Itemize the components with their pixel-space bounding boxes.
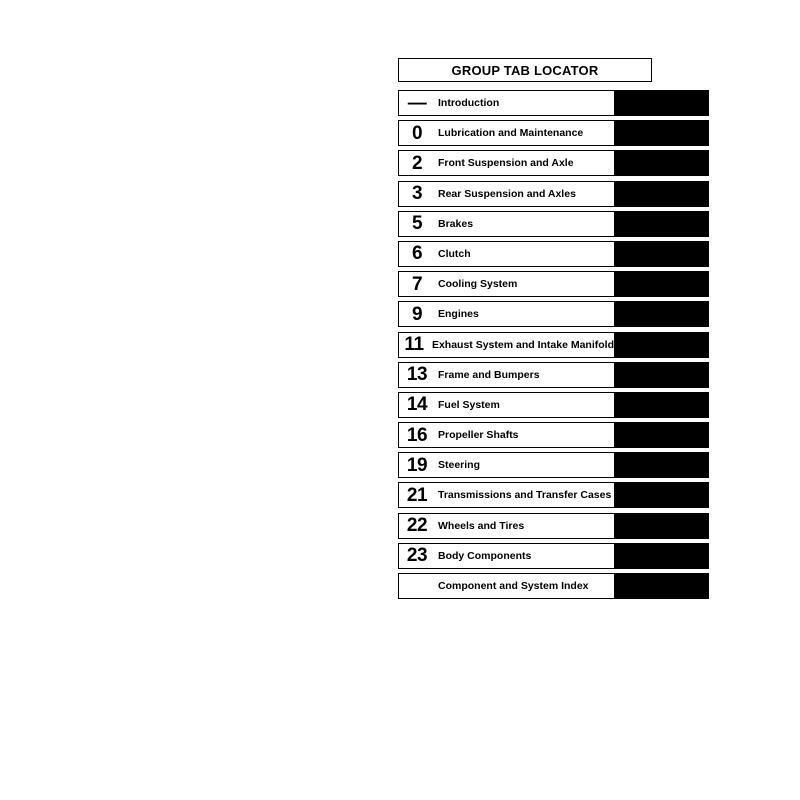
group-tab-list <box>398 90 709 603</box>
tab-label-box <box>398 150 614 176</box>
tab-label-box <box>398 573 614 599</box>
tab-marker <box>614 332 709 358</box>
tab-row-component-index[interactable] <box>398 573 709 599</box>
tab-row-introduction[interactable] <box>398 90 709 116</box>
tab-label-box <box>398 181 614 207</box>
tab-marker <box>614 482 709 508</box>
tab-marker <box>614 150 709 176</box>
tab-label-box <box>398 482 614 508</box>
tab-row-front-suspension[interactable] <box>398 150 709 176</box>
tab-label: Exhaust System and Intake Manifold <box>431 338 614 351</box>
tab-label: Brakes <box>438 217 474 230</box>
tab-label: Propeller Shafts <box>438 429 519 442</box>
tab-number: 16 <box>406 424 428 446</box>
tab-number: 0 <box>411 122 423 144</box>
tab-marker <box>614 543 709 569</box>
tab-label: Body Components <box>438 549 532 562</box>
tab-label-box <box>398 271 614 297</box>
tab-number: 3 <box>411 183 423 205</box>
tab-number: — <box>407 92 427 114</box>
tab-label-box <box>398 452 614 478</box>
tab-number: 14 <box>406 394 428 416</box>
tab-row-cooling-system[interactable] <box>398 271 709 297</box>
tab-marker <box>614 422 709 448</box>
tab-label-box <box>398 422 614 448</box>
tab-label: Engines <box>438 308 479 321</box>
tab-marker <box>614 362 709 388</box>
tab-label-box <box>398 301 614 327</box>
tab-number: 19 <box>406 454 428 476</box>
tab-row-frame-and-bumpers[interactable] <box>398 362 709 388</box>
tab-marker <box>614 452 709 478</box>
page-title: GROUP TAB LOCATOR <box>398 58 652 82</box>
tab-label: Wheels and Tires <box>438 519 525 532</box>
tab-row-fuel-system[interactable] <box>398 392 709 418</box>
tab-label: Clutch <box>438 247 471 260</box>
tab-number: 22 <box>406 515 428 537</box>
tab-label: Steering <box>438 459 481 472</box>
tab-label: Frame and Bumpers <box>438 368 540 381</box>
tab-row-wheels-and-tires[interactable] <box>398 513 709 539</box>
tab-label-box <box>398 90 614 116</box>
tab-marker <box>614 392 709 418</box>
tab-row-brakes[interactable] <box>398 211 709 237</box>
tab-number: 5 <box>411 213 423 235</box>
tab-label: Transmissions and Transfer Cases <box>438 489 612 502</box>
tab-row-steering[interactable] <box>398 452 709 478</box>
tab-label: Fuel System <box>438 398 500 411</box>
tab-label-box <box>398 513 614 539</box>
tab-row-engines[interactable] <box>398 301 709 327</box>
tab-row-lubrication[interactable] <box>398 120 709 146</box>
tab-number: 6 <box>411 243 423 265</box>
tab-label-box <box>398 392 614 418</box>
tab-label-box <box>398 332 614 358</box>
tab-marker <box>614 271 709 297</box>
tab-label: Rear Suspension and Axles <box>438 187 576 200</box>
tab-marker <box>614 573 709 599</box>
tab-number: 11 <box>404 334 424 355</box>
tab-row-exhaust-system[interactable] <box>398 332 709 358</box>
tab-label-box <box>398 120 614 146</box>
tab-marker <box>614 211 709 237</box>
tab-label: Introduction <box>438 97 500 109</box>
tab-number: 7 <box>411 273 423 295</box>
tab-number: 21 <box>406 484 428 506</box>
tab-number: 13 <box>406 364 428 386</box>
tab-label: Cooling System <box>438 278 518 291</box>
tab-marker <box>614 513 709 539</box>
tab-number: 2 <box>411 152 423 174</box>
tab-row-clutch[interactable] <box>398 241 709 267</box>
tab-number: 23 <box>406 545 428 567</box>
tab-marker <box>614 120 709 146</box>
tab-row-propeller-shafts[interactable] <box>398 422 709 448</box>
tab-label-box <box>398 362 614 388</box>
tab-row-transmissions[interactable] <box>398 482 709 508</box>
tab-row-rear-suspension[interactable] <box>398 181 709 207</box>
tab-label: Component and System Index <box>438 580 589 592</box>
tab-marker <box>614 90 709 116</box>
tab-label-box <box>398 241 614 267</box>
tab-label-box <box>398 211 614 237</box>
tab-marker <box>614 241 709 267</box>
tab-label-box <box>398 543 614 569</box>
tab-label: Lubrication and Maintenance <box>438 127 584 140</box>
tab-row-body-components[interactable] <box>398 543 709 569</box>
tab-number: 9 <box>411 303 423 325</box>
tab-marker <box>614 181 709 207</box>
tab-marker <box>614 301 709 327</box>
tab-label: Front Suspension and Axle <box>438 157 574 170</box>
